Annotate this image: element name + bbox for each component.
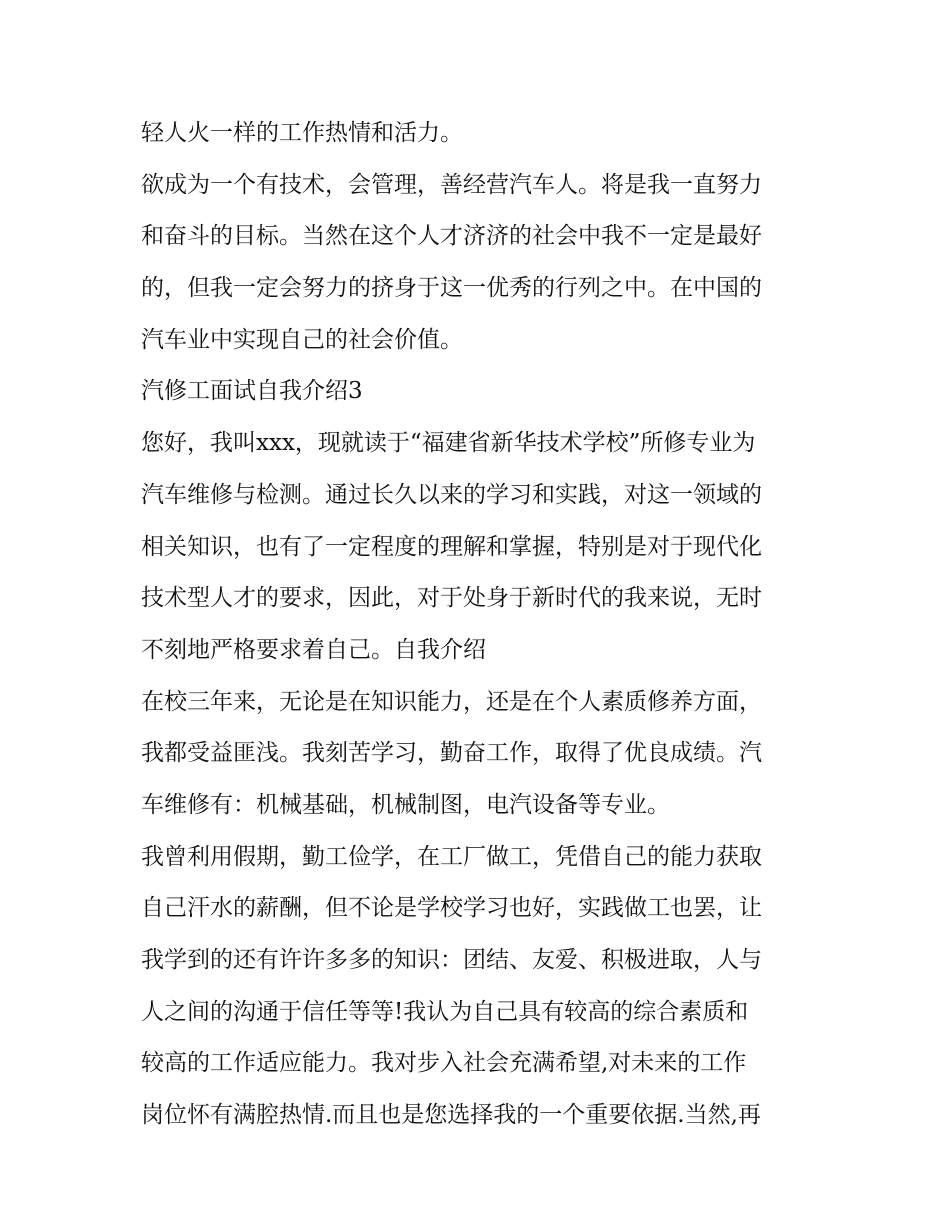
text-line: 您好，我叫xxx，现就读于“福建省新华技术学校”所修专业为 (141, 430, 756, 457)
text-line: 汽车维修与检测。通过长久以来的学习和实践，对这一领域的 (141, 481, 762, 508)
text-line: 我学到的还有许许多多的知识：团结、友爱、积极进取，人与 (141, 947, 762, 973)
section-heading: 汽修工面试自我介绍3 (141, 378, 363, 405)
text-line: 自己汗水的薪酬，但不论是学校学习也好，实践做工也罢，让 (141, 895, 762, 922)
text-line: 我曾利用假期，勤工俭学，在工厂做工，凭借自己的能力获取 (141, 843, 762, 870)
text-line: 我都受益匪浅。我刻苦学习，勤奋工作，取得了优良成绩。汽 (141, 740, 762, 767)
text-line: 相关知识，也有了一定程度的理解和掌握，特别是对于现代化 (141, 533, 762, 560)
text-line: 车维修有：机械基础，机械制图，电汽设备等专业。 (141, 791, 670, 818)
document-body (141, 108, 831, 1142)
text-line: 技术型人才的要求，因此，对于处身于新时代的我来说，无时 (141, 585, 762, 612)
text-line: 在校三年来，无论是在知识能力，还是在个人素质修养方面， (141, 688, 762, 715)
text-line: 和奋斗的目标。当然在这个人才济济的社会中我不一定是最好 (141, 223, 762, 250)
text-line: 的，但我一定会努力的挤身于这一优秀的行列之中。在中国的 (141, 275, 762, 302)
text-line: 人之间的沟通于信任等等!我认为自己具有较高的综合素质和 (141, 998, 749, 1025)
text-line: 轻人火一样的工作热情和活力。 (141, 120, 463, 146)
text-line: 欲成为一个有技术，会管理，善经营汽车人。将是我一直努力 (141, 171, 762, 198)
text-line: 岗位怀有满腔热情.而且也是您选择我的一个重要依据.当然,再 (141, 1102, 761, 1129)
text-line: 不刻地严格要求着自己。自我介绍 (141, 636, 486, 663)
text-line: 较高的工作适应能力。我对步入社会充满希望,对未来的工作 (141, 1050, 747, 1077)
text-line: 汽车业中实现自己的社会价值。 (141, 326, 463, 353)
